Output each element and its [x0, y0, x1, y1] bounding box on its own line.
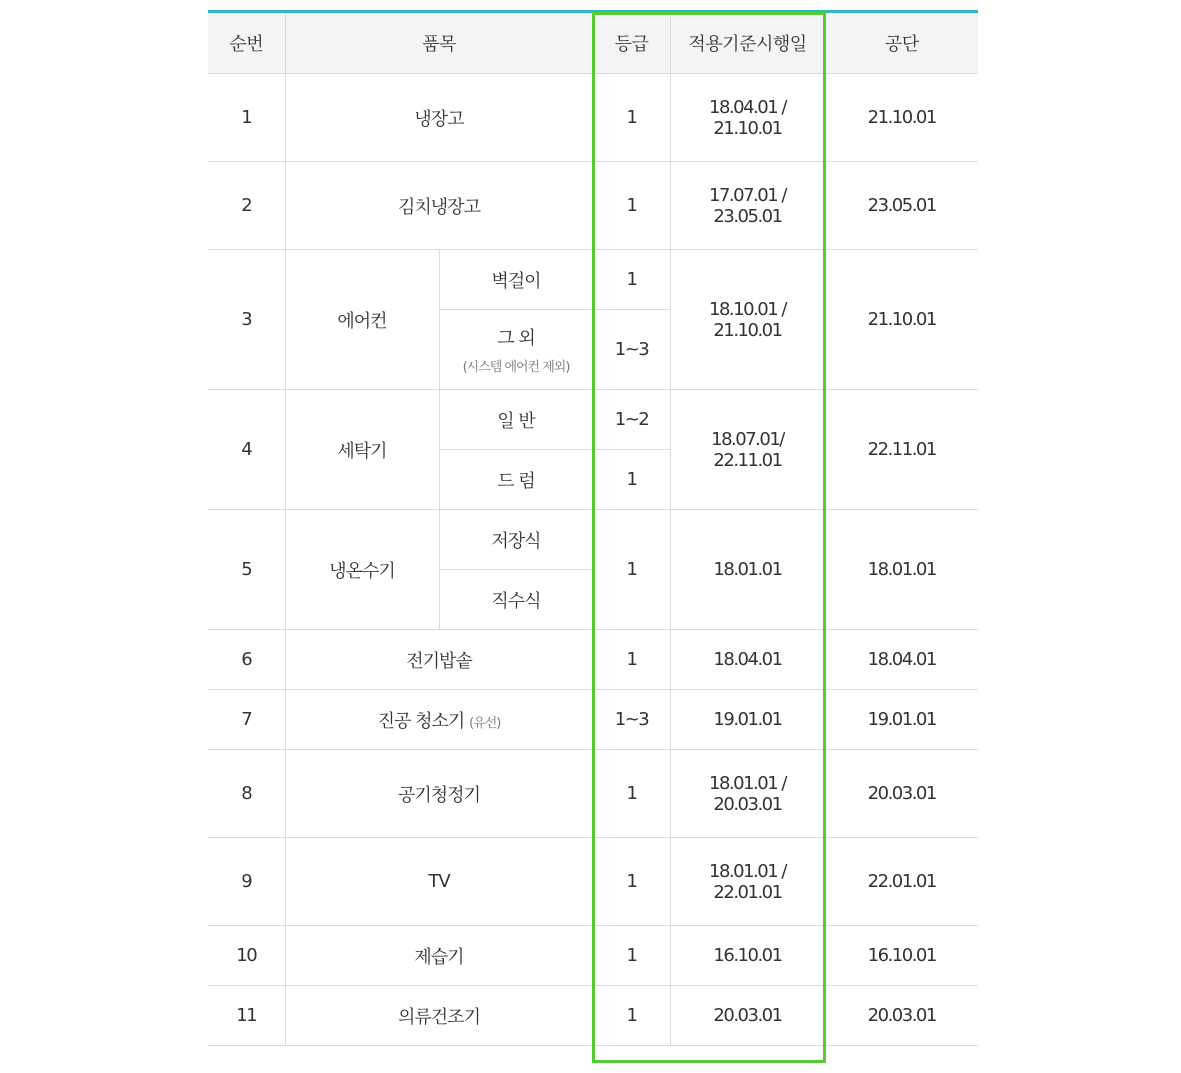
row-date: 18.01.01 — [670, 510, 825, 630]
date-line-1: 18.01.01 / — [709, 772, 786, 794]
row-pub: 22.01.01 — [825, 838, 978, 926]
row-grade: 1~2 — [593, 390, 670, 450]
appliance-grade-table — [208, 10, 978, 1046]
row-grade: 1 — [593, 510, 670, 630]
row-pub: 22.11.01 — [825, 390, 978, 510]
date-line-2: 22.01.01 — [713, 881, 782, 903]
table-row — [208, 510, 978, 570]
subitem-label: 그 외 — [497, 328, 535, 349]
row-grade: 1 — [593, 750, 670, 838]
date-line-2: 22.11.01 — [713, 449, 782, 471]
row-item: 의류건조기 — [285, 986, 593, 1046]
row-item: 냉장고 — [285, 74, 593, 162]
table-row — [208, 250, 978, 310]
table-row — [208, 390, 978, 450]
row-grade: 1~3 — [593, 310, 670, 390]
row-no: 1 — [208, 74, 285, 162]
row-date — [670, 250, 825, 390]
row-pub: 21.10.01 — [825, 74, 978, 162]
row-no: 5 — [208, 510, 285, 630]
row-date — [670, 390, 825, 510]
header-pub: 공단 — [825, 12, 978, 74]
row-pub: 20.03.01 — [825, 750, 978, 838]
header-no: 순번 — [208, 12, 285, 74]
row-date: 20.03.01 — [670, 986, 825, 1046]
row-no: 7 — [208, 690, 285, 750]
row-item: 냉온수기 — [285, 510, 439, 630]
date-line-2: 21.10.01 — [713, 319, 782, 341]
table-row — [208, 690, 978, 750]
row-no: 10 — [208, 926, 285, 986]
table-row — [208, 162, 978, 250]
row-item: TV — [285, 838, 593, 926]
row-no: 4 — [208, 390, 285, 510]
row-pub: 16.10.01 — [825, 926, 978, 986]
row-grade: 1 — [593, 74, 670, 162]
row-grade: 1 — [593, 838, 670, 926]
row-pub: 18.01.01 — [825, 510, 978, 630]
row-item: 김치냉장고 — [285, 162, 593, 250]
row-subitem: 직수식 — [439, 570, 593, 630]
row-grade: 1~3 — [593, 690, 670, 750]
row-item: 세탁기 — [285, 390, 439, 510]
row-grade: 1 — [593, 250, 670, 310]
table-row — [208, 630, 978, 690]
date-line-1: 18.07.01/ — [711, 428, 784, 450]
row-grade: 1 — [593, 986, 670, 1046]
table-row — [208, 838, 978, 926]
row-pub: 19.01.01 — [825, 690, 978, 750]
date-line-2: 23.05.01 — [713, 205, 782, 227]
row-no: 3 — [208, 250, 285, 390]
header-date: 적용기준시행일 — [670, 12, 825, 74]
row-date — [670, 838, 825, 926]
row-subitem — [439, 310, 593, 390]
date-line-1: 18.04.01 / — [709, 96, 786, 118]
row-no: 8 — [208, 750, 285, 838]
row-grade: 1 — [593, 450, 670, 510]
date-line-1: 18.10.01 / — [709, 298, 786, 320]
date-line-1: 18.01.01 / — [709, 860, 786, 882]
row-pub: 23.05.01 — [825, 162, 978, 250]
row-item: 공기청정기 — [285, 750, 593, 838]
row-date — [670, 750, 825, 838]
row-grade: 1 — [593, 630, 670, 690]
table-header-row — [208, 12, 978, 74]
subitem-note: (시스템 에어컨 제외) — [462, 360, 570, 375]
row-item: 에어컨 — [285, 250, 439, 390]
row-subitem: 일 반 — [439, 390, 593, 450]
date-line-2: 20.03.01 — [713, 793, 782, 815]
item-note: (유선) — [469, 715, 501, 731]
row-no: 11 — [208, 986, 285, 1046]
row-pub: 20.03.01 — [825, 986, 978, 1046]
table-row — [208, 750, 978, 838]
row-pub: 21.10.01 — [825, 250, 978, 390]
row-pub: 18.04.01 — [825, 630, 978, 690]
row-no: 2 — [208, 162, 285, 250]
row-date: 18.04.01 — [670, 630, 825, 690]
header-item: 품목 — [285, 12, 593, 74]
header-grade: 등급 — [593, 12, 670, 74]
row-item: 전기밥솥 — [285, 630, 593, 690]
row-grade: 1 — [593, 926, 670, 986]
row-subitem: 드 럼 — [439, 450, 593, 510]
row-no: 9 — [208, 838, 285, 926]
row-date: 19.01.01 — [670, 690, 825, 750]
table-row — [208, 926, 978, 986]
date-line-2: 21.10.01 — [713, 117, 782, 139]
table-row — [208, 986, 978, 1046]
row-subitem: 벽걸이 — [439, 250, 593, 310]
row-no: 6 — [208, 630, 285, 690]
row-date — [670, 74, 825, 162]
date-line-1: 17.07.01 / — [709, 184, 786, 206]
item-label: 진공 청소기 — [377, 710, 465, 732]
appliance-grade-table-wrapper — [208, 10, 978, 1046]
row-date: 16.10.01 — [670, 926, 825, 986]
row-item: 제습기 — [285, 926, 593, 986]
row-subitem: 저장식 — [439, 510, 593, 570]
table-row — [208, 74, 978, 162]
row-date — [670, 162, 825, 250]
row-item — [285, 690, 593, 750]
row-grade: 1 — [593, 162, 670, 250]
